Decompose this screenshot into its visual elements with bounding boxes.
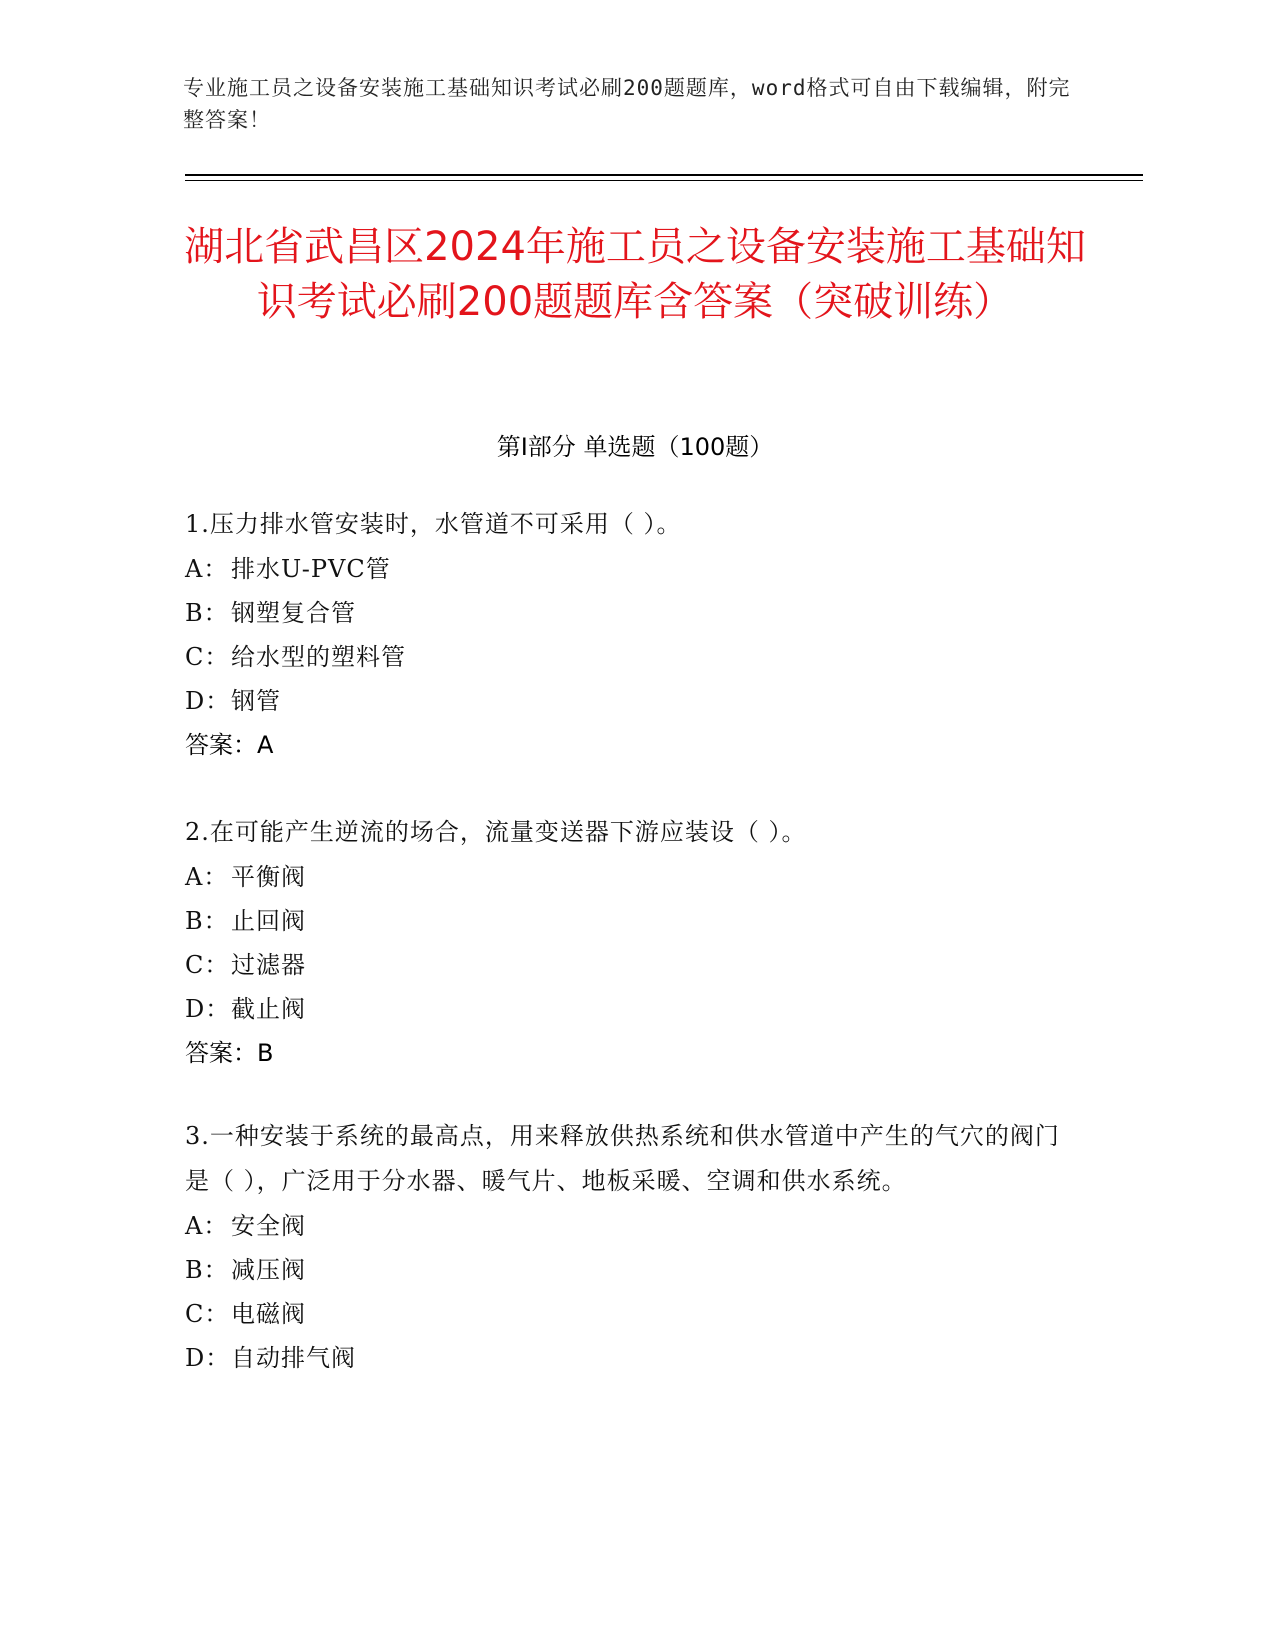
- option-key: C：: [185, 643, 230, 671]
- option-list: [185, 547, 1085, 723]
- question-1: [185, 502, 1085, 767]
- option-key: B：: [185, 907, 229, 935]
- option-key: D：: [185, 687, 231, 715]
- option-text: 减压阀: [231, 1256, 306, 1284]
- option-text: 排水U-PVC管: [231, 555, 391, 583]
- option-key: D：: [185, 1344, 231, 1372]
- option-list: [185, 1204, 1065, 1380]
- option-d: [185, 987, 1085, 1031]
- option-c: [185, 943, 1085, 987]
- option-key: A：: [185, 863, 229, 891]
- option-key: C：: [185, 951, 230, 979]
- option-key: B：: [185, 1256, 229, 1284]
- option-text: 过滤器: [231, 951, 306, 979]
- section-title: 第Ⅰ部分 单选题（100题）: [496, 433, 774, 461]
- option-text: 电磁阀: [231, 1300, 306, 1328]
- option-key: D：: [185, 995, 231, 1023]
- header-divider-thin: [185, 180, 1143, 181]
- option-c: [185, 635, 1085, 679]
- option-key: A：: [185, 1212, 229, 1240]
- option-a: [185, 855, 1085, 899]
- option-b: [185, 1248, 1065, 1292]
- option-text: 止回阀: [231, 907, 306, 935]
- option-d: [185, 679, 1085, 723]
- question-stem: 1.压力排水管安装时，水管道不可采用（ ）。: [185, 510, 682, 538]
- option-list: [185, 855, 1085, 1031]
- option-text: 截止阀: [231, 995, 306, 1023]
- option-text: 自动排气阀: [231, 1344, 356, 1372]
- question-stem: 2.在可能产生逆流的场合，流量变送器下游应装设（ ）。: [185, 818, 807, 846]
- option-key: B：: [185, 599, 229, 627]
- question-stem: 3.一种安装于系统的最高点，用来释放供热系统和供水管道中产生的气穴的阀门是（ ），广泛用于分水器、暖气片、地板采暖、空调和供水系统。: [185, 1122, 1060, 1195]
- option-b: [185, 899, 1085, 943]
- option-text: 钢塑复合管: [231, 599, 356, 627]
- answer: 答案：A: [185, 731, 274, 759]
- option-c: [185, 1292, 1065, 1336]
- answer: 答案：B: [185, 1039, 274, 1067]
- header-note: 专业施工员之设备安装施工基础知识考试必刷200题题库，word格式可自由下载编辑，附完整答案！: [183, 76, 1071, 132]
- question-2: [185, 810, 1085, 1075]
- option-a: [185, 1204, 1065, 1248]
- document-title: 湖北省武昌区2024年施工员之设备安装施工基础知识考试必刷200题题库含答案（突破训练）: [184, 224, 1086, 325]
- option-text: 钢管: [231, 687, 281, 715]
- option-a: [185, 547, 1085, 591]
- header-divider: [185, 174, 1143, 176]
- option-d: [185, 1336, 1065, 1380]
- question-3: [185, 1114, 1065, 1380]
- option-key: C：: [185, 1300, 230, 1328]
- option-b: [185, 591, 1085, 635]
- option-text: 给水型的塑料管: [231, 643, 406, 671]
- option-key: A：: [185, 555, 229, 583]
- option-text: 安全阀: [231, 1212, 306, 1240]
- option-text: 平衡阀: [231, 863, 306, 891]
